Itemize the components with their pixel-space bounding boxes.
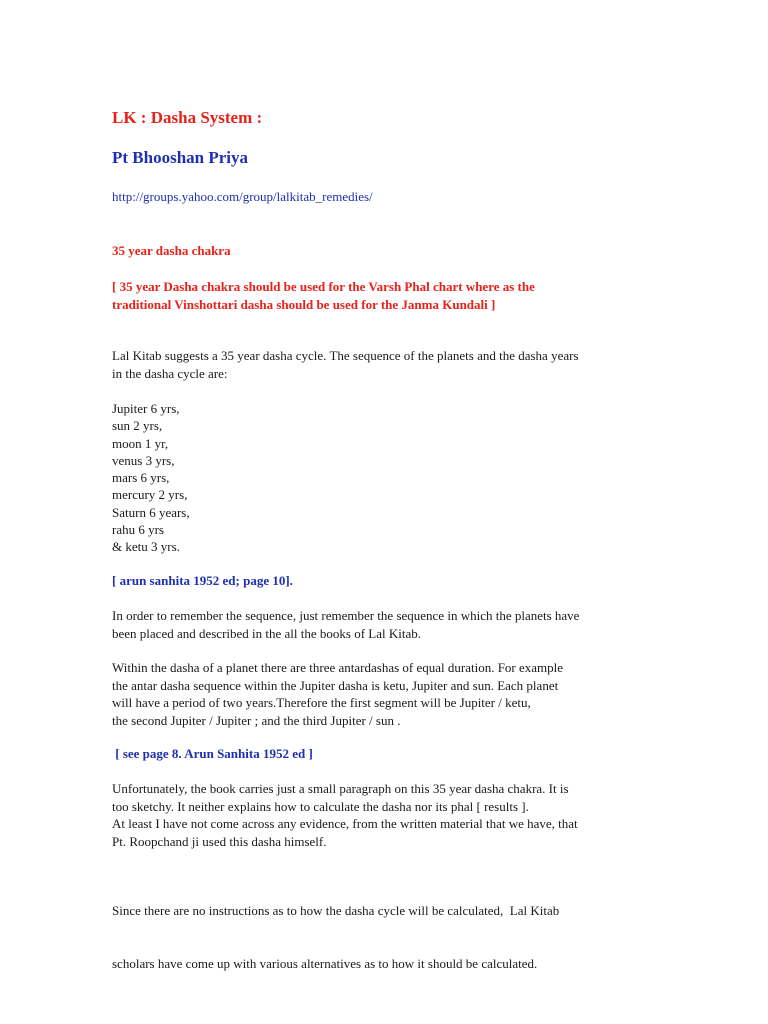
planet-list <box>112 400 190 556</box>
reference-note: [ arun sanhita 1952 ed; page 10]. <box>112 573 293 588</box>
section-subtitle: 35 year dasha chakra <box>112 243 231 258</box>
paragraph-line: Within the dasha of a planet there are three antardashas of equal duration. For example <box>112 660 564 675</box>
paragraph-line: Lal Kitab suggests a 35 year dasha cycle. The sequence of the planets and the dasha years <box>112 348 579 363</box>
page-title: LK : Dasha System : <box>112 108 263 127</box>
section-note-line: traditional Vinshottari dasha should be used for the Janma Kundali ] <box>112 297 496 312</box>
paragraph-line: At least I have not come across any evidence, from the written material that we have, that <box>112 816 578 831</box>
list-item: rahu 6 yrs <box>112 522 164 538</box>
author-name: Pt Bhooshan Priya <box>112 148 249 167</box>
paragraph-line: in the dasha cycle are: <box>112 365 228 381</box>
paragraph-line: the antar dasha sequence within the Jupiter dasha is ketu, Jupiter and sun. Each planet <box>112 677 559 693</box>
paragraph-line: been placed and described in the all the books of Lal Kitab. <box>112 625 422 641</box>
list-item: moon 1 yr, <box>112 435 169 451</box>
alternatives-paragraph <box>112 867 559 1007</box>
list-item: venus 3 yrs, <box>112 452 175 468</box>
list-item: mercury 2 yrs, <box>112 487 188 503</box>
antardasha-paragraph <box>112 659 563 729</box>
paragraph-line: will have a period of two years.Therefore the first segment will be Jupiter / ketu, <box>112 695 531 710</box>
list-item: Jupiter 6 yrs, <box>112 401 180 416</box>
list-item: sun 2 yrs, <box>112 418 163 434</box>
paragraph-line: In order to remember the sequence, just remember the sequence in which the planets have <box>112 608 580 623</box>
paragraph-line: the second Jupiter / Jupiter ; and the third Jupiter / sun . <box>112 712 401 728</box>
paragraph-line: too sketchy. It neither explains how to calculate the dasha nor its phal [ results ]. <box>112 798 529 814</box>
list-item: Saturn 6 years, <box>112 504 190 520</box>
sequence-paragraph <box>112 607 579 642</box>
group-link[interactable]: http://groups.yahoo.com/group/lalkitab_remedies/ <box>112 189 373 204</box>
section-note-line: [ 35 year Dasha chakra should be used for the Varsh Phal chart where as the <box>112 279 535 294</box>
reference-note: [ see page 8. Arun Sanhita 1952 ed ] <box>112 746 313 761</box>
paragraph-line: scholars have come up with various alternatives as to how it should be calculated. <box>112 955 538 971</box>
paragraph-line: Pt. Roopchand ji used this dasha himself. <box>112 833 327 849</box>
paragraph-line: Unfortunately, the book carries just a small paragraph on this 35 year dasha chakra. It is <box>112 781 569 796</box>
paragraph-line: Since there are no instructions as to how the dasha cycle will be calculated, Lal Kitab <box>112 903 560 918</box>
list-item: mars 6 yrs, <box>112 470 170 486</box>
list-item: & ketu 3 yrs. <box>112 539 180 555</box>
section-note <box>112 278 535 314</box>
intro-paragraph <box>112 347 579 382</box>
critique-paragraph <box>112 780 578 850</box>
